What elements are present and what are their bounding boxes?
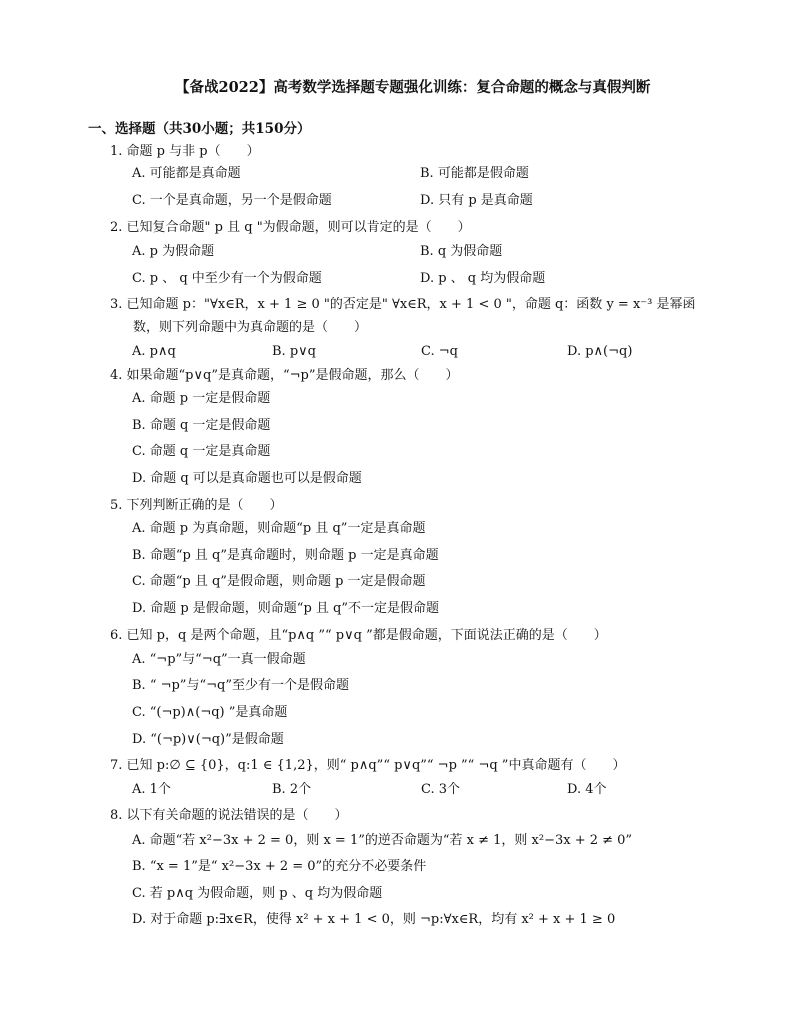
question-3-stem: 3. 已知命题 p："∀x∈R，x + 1 ≥ 0 "的否定是" ∀x∈R，x + 1 < 0 "，命题 q：函数 y = x⁻³ 是幂函: [110, 297, 696, 312]
question-6-option-a: A. “¬p”与“¬q”一真一假命题: [132, 652, 306, 667]
question-4-option-d: D. 命题 q 可以是真命题也可以是假命题: [132, 471, 362, 486]
question-5-option-d: D. 命题 p 是假命题，则命题“p 且 q”不一定是假命题: [132, 601, 440, 616]
question-7-option-d: D. 4个: [567, 782, 607, 797]
question-2-stem: 2. 已知复合命题" p 且 q "为假命题，则可以肯定的是（ ）: [110, 220, 471, 235]
question-7-option-c: C. 3个: [421, 782, 461, 797]
question-1-option-d: D. 只有 p 是真命题: [420, 193, 533, 208]
question-1-option-b: B. 可能都是假命题: [420, 166, 529, 181]
question-1-option-a: A. 可能都是真命题: [132, 166, 241, 181]
question-4-option-c: C. 命题 q 一定是真命题: [132, 444, 271, 459]
question-3-option-b: B. p∨q: [272, 344, 316, 359]
question-8-option-a: A. 命题“若 x²−3x + 2 = 0，则 x = 1”的逆否命题为“若 x ≠ 1，则 x²−3x + 2 ≠ 0”: [132, 833, 633, 848]
question-8-option-c: C. 若 p∧q 为假命题，则 p 、q 均为假命题: [132, 886, 383, 901]
question-6-option-b: B. “ ¬p”与“¬q”至少有一个是假命题: [132, 678, 349, 693]
question-7-stem: 7. 已知 p:∅ ⊆ {0}，q:1 ∈ {1,2}，则“ p∧q”“ p∨q”“ ¬p ”“ ¬q ”中真命题有（ ）: [110, 758, 626, 773]
question-4-stem: 4. 如果命题“p∨q”是真命题，“¬p”是假命题，那么（ ）: [110, 368, 459, 383]
document-title: 【备战2022】高考数学选择题专题强化训练：复合命题的概念与真假判断: [175, 79, 651, 96]
question-7-option-a: A. 1个: [132, 782, 171, 797]
question-6-option-c: C. “(¬p)∧(¬q) ”是真命题: [132, 705, 288, 720]
question-8-stem: 8. 以下有关命题的说法错误的是（ ）: [110, 808, 348, 823]
question-5-stem: 5. 下列判断正确的是（ ）: [110, 498, 283, 513]
question-2-option-a: A. p 为假命题: [132, 244, 215, 259]
question-5-option-c: C. 命题“p 且 q”是假命题，则命题 p 一定是假命题: [132, 574, 426, 589]
question-2-option-c: C. p 、 q 中至少有一个为假命题: [132, 271, 322, 286]
question-6-option-d: D. “(¬p)∨(¬q)”是假命题: [132, 732, 284, 747]
question-3-stem-continued: 数，则下列命题中为真命题的是（ ）: [133, 320, 368, 335]
question-6-stem: 6. 已知 p，q 是两个命题，且“p∧q ”“ p∨q ”都是假命题，下面说法正确的是（ ）: [110, 628, 607, 643]
question-5-option-b: B. 命题“p 且 q”是真命题时，则命题 p 一定是真命题: [132, 548, 439, 563]
question-8-option-d: D. 对于命题 p:∃x∈R，使得 x² + x + 1 < 0，则 ¬p:∀x∈R，均有 x² + x + 1 ≥ 0: [132, 912, 616, 927]
question-7-option-b: B. 2个: [272, 782, 312, 797]
question-1-option-c: C. 一个是真命题，另一个是假命题: [132, 193, 332, 208]
question-3-option-c: C. ¬q: [421, 344, 458, 359]
question-1-stem: 1. 命题 p 与非 p（ ）: [110, 144, 260, 159]
question-3-option-a: A. p∧q: [132, 344, 176, 359]
question-2-option-b: B. q 为假命题: [420, 244, 503, 259]
question-8-option-b: B. “x = 1”是“ x²−3x + 2 = 0”的充分不必要条件: [132, 859, 427, 874]
question-2-option-d: D. p 、 q 均为假命题: [420, 271, 546, 286]
question-4-option-a: A. 命题 p 一定是假命题: [132, 391, 271, 406]
question-4-option-b: B. 命题 q 一定是假命题: [132, 418, 271, 433]
section-heading: 一、选择题（共30小题；共150分）: [88, 121, 311, 137]
question-3-option-d: D. p∧(¬q): [567, 344, 633, 359]
question-5-option-a: A. 命题 p 为真命题，则命题“p 且 q”一定是真命题: [132, 521, 426, 536]
